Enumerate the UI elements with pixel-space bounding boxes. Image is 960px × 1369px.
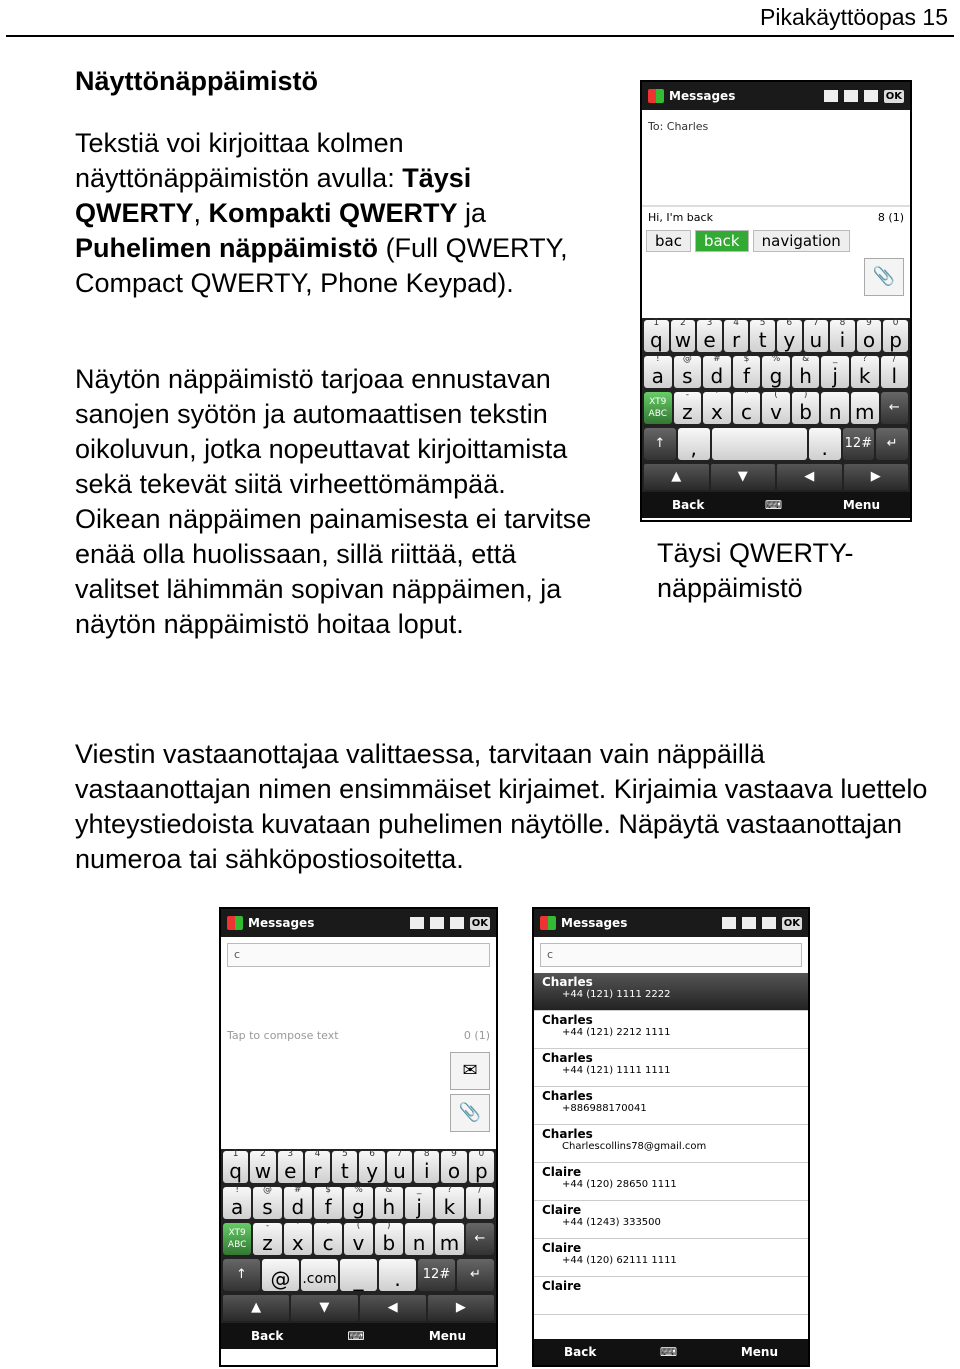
key-0[interactable] bbox=[674, 392, 702, 424]
key-secondary: @ bbox=[682, 354, 692, 364]
key-3[interactable] bbox=[724, 320, 749, 352]
signal-icon bbox=[410, 917, 424, 929]
arrow-left-icon[interactable]: ◀ bbox=[360, 1295, 426, 1321]
key-label: g bbox=[352, 1195, 365, 1219]
app-title: Messages bbox=[669, 89, 736, 103]
prediction-paragraph: Näytön näppäimistö tarjoaa ennustavan sanojen syötön ja automaattisen tekstin oikoluvun, jotka nopeuttavat kirjoittamista sekä tekevät siitä virheettömämpää. Oikean näppäimen painamisesta ei tarvitse enää olla huolissaan, sillä riittää, että valitset lähimmän sopivan näppäimen, ja näytön näppäimistö hoitaa loput. bbox=[75, 364, 592, 639]
key-6[interactable] bbox=[387, 1151, 412, 1183]
key-1[interactable] bbox=[253, 1187, 281, 1219]
arrow-row bbox=[221, 1293, 496, 1323]
period-key[interactable]: . bbox=[809, 428, 841, 460]
text: , bbox=[193, 198, 209, 228]
key-3[interactable] bbox=[344, 1223, 372, 1255]
key-label: v bbox=[352, 1231, 365, 1255]
period-key[interactable]: . bbox=[379, 1259, 416, 1291]
key-secondary: # bbox=[713, 354, 721, 364]
arrow-row bbox=[642, 462, 910, 492]
key-9[interactable] bbox=[883, 320, 908, 352]
key-label: i bbox=[423, 1159, 430, 1183]
key-label: b bbox=[799, 400, 812, 424]
text: ja bbox=[457, 198, 487, 228]
key-secondary: 2 bbox=[680, 318, 686, 328]
contact-name: Claire bbox=[542, 1279, 582, 1293]
key-label: l bbox=[891, 364, 898, 388]
key-4[interactable] bbox=[792, 392, 820, 424]
phone-screenshot-contacts bbox=[532, 907, 810, 1367]
comma-key[interactable]: , bbox=[678, 428, 710, 460]
key-1[interactable] bbox=[250, 1151, 275, 1183]
key-7[interactable] bbox=[851, 356, 879, 388]
key-2[interactable] bbox=[314, 1223, 342, 1255]
key-4[interactable] bbox=[344, 1187, 372, 1219]
key-4[interactable] bbox=[750, 320, 775, 352]
key-secondary: 8 bbox=[839, 318, 846, 328]
key-label: u bbox=[393, 1159, 406, 1183]
battery-icon bbox=[864, 90, 878, 102]
key-label: o bbox=[862, 328, 876, 352]
key-label: y bbox=[783, 328, 796, 352]
list-item[interactable] bbox=[534, 1011, 808, 1049]
key-secondary: 9 bbox=[866, 318, 872, 328]
list-item[interactable] bbox=[534, 1049, 808, 1087]
key-7[interactable] bbox=[830, 320, 855, 352]
menu-softkey[interactable]: Menu bbox=[842, 498, 880, 512]
list-item[interactable] bbox=[534, 973, 808, 1011]
soft-key-bar bbox=[534, 1339, 808, 1365]
key-secondary: 7 bbox=[396, 1149, 403, 1159]
key-secondary: _ bbox=[416, 1185, 422, 1195]
key-secondary: @ bbox=[262, 1185, 272, 1195]
key-label: f bbox=[324, 1195, 332, 1219]
key-3[interactable] bbox=[305, 1151, 330, 1183]
app-title: Messages bbox=[248, 916, 315, 930]
key-secondary: 5 bbox=[759, 318, 766, 328]
contact-name: Charles bbox=[542, 1051, 593, 1065]
text: Tekstiä voi kirjoittaa kolmen näyttönäppäimistön avulla: bbox=[75, 128, 404, 193]
key-label: f bbox=[742, 364, 750, 388]
key-4[interactable] bbox=[332, 1151, 357, 1183]
to-field[interactable]: To: Charles bbox=[642, 110, 910, 206]
send-icon[interactable]: ✉ bbox=[450, 1052, 490, 1090]
key-secondary: 4 bbox=[314, 1149, 321, 1159]
arrow-down-icon[interactable]: ▼ bbox=[711, 464, 776, 490]
key-secondary: 3 bbox=[287, 1149, 294, 1159]
key-label: j bbox=[832, 364, 838, 388]
key-label: t bbox=[340, 1159, 349, 1183]
section-title: Näyttönäppäimistö bbox=[75, 66, 319, 96]
key-label: q bbox=[229, 1159, 242, 1183]
key-secondary: & bbox=[802, 354, 810, 364]
text: (Full QWERTY, Compact QWERTY, Phone Keypad). bbox=[75, 233, 568, 298]
key-8[interactable] bbox=[881, 356, 909, 388]
contact-name: Charles bbox=[542, 1089, 593, 1103]
key-label: a bbox=[231, 1195, 244, 1219]
menu-softkey[interactable]: Menu bbox=[740, 1345, 778, 1359]
backspace-icon[interactable]: ← bbox=[466, 1223, 494, 1255]
key-secondary: ' bbox=[296, 1221, 300, 1231]
key-label: n bbox=[828, 400, 842, 424]
key-secondary: % bbox=[771, 354, 781, 364]
key-row bbox=[642, 354, 910, 390]
key-row bbox=[221, 1149, 496, 1185]
compose-placeholder: Tap to compose text bbox=[227, 1029, 339, 1042]
arrow-up-icon[interactable]: ▲ bbox=[644, 464, 709, 490]
key-0[interactable] bbox=[644, 320, 669, 352]
key-label: h bbox=[382, 1195, 396, 1219]
suggestion-item[interactable]: navigation bbox=[753, 230, 850, 252]
key-label: b bbox=[382, 1231, 396, 1255]
key-0[interactable] bbox=[253, 1223, 281, 1255]
xt9-key[interactable]: XT9 ABC bbox=[644, 392, 672, 424]
volume-icon bbox=[742, 917, 756, 929]
status-icons bbox=[410, 917, 490, 930]
status-bar bbox=[534, 909, 808, 937]
key-5[interactable] bbox=[777, 320, 802, 352]
key-8[interactable] bbox=[466, 1187, 494, 1219]
key-label: w bbox=[674, 328, 692, 352]
key-secondary: $ bbox=[743, 354, 750, 364]
keyboard-qwerty bbox=[642, 318, 910, 518]
key-label: v bbox=[770, 400, 782, 424]
at-key[interactable]: @ bbox=[262, 1259, 299, 1291]
key-label: i bbox=[839, 328, 846, 352]
char-count: 0 (1) bbox=[463, 1029, 490, 1042]
key-6[interactable] bbox=[804, 320, 829, 352]
key-label: w bbox=[254, 1159, 272, 1183]
key-3[interactable] bbox=[733, 356, 761, 388]
arrow-right-icon[interactable]: ▶ bbox=[428, 1295, 494, 1321]
key-secondary: 9 bbox=[451, 1149, 457, 1159]
battery-icon bbox=[450, 917, 464, 929]
key-5[interactable] bbox=[375, 1187, 403, 1219]
contact-number: +44 (120) 62111 1111 bbox=[562, 1255, 677, 1266]
ok-button[interactable]: OK bbox=[885, 90, 902, 102]
key-9[interactable] bbox=[469, 1151, 494, 1183]
key-label: h bbox=[799, 364, 812, 388]
shift-key[interactable]: ↑ bbox=[644, 428, 676, 460]
key-label: p bbox=[889, 328, 902, 352]
key-secondary: ! bbox=[655, 354, 660, 364]
key-label: r bbox=[731, 328, 741, 352]
suggestion-bar bbox=[642, 228, 910, 254]
key-label: s bbox=[682, 364, 693, 388]
soft-key-bar bbox=[221, 1323, 496, 1349]
paperclip-icon[interactable]: 📎 bbox=[450, 1094, 490, 1132]
recipient-input[interactable]: c bbox=[227, 943, 490, 967]
key-secondary: ( bbox=[774, 390, 778, 400]
spacer bbox=[221, 973, 496, 1023]
key-secondary: " bbox=[326, 1221, 331, 1231]
back-softkey[interactable]: Back bbox=[564, 1345, 597, 1359]
xt9-key[interactable]: XT9 ABC bbox=[223, 1223, 251, 1255]
key-1[interactable] bbox=[703, 392, 731, 424]
key-secondary: ) bbox=[803, 390, 808, 400]
key-6[interactable] bbox=[435, 1223, 463, 1255]
key-5[interactable] bbox=[792, 356, 820, 388]
key-5[interactable] bbox=[821, 392, 849, 424]
contact-name: Charles bbox=[542, 975, 593, 989]
windows-flag-icon bbox=[648, 89, 664, 103]
ok-button[interactable]: OK bbox=[471, 917, 488, 929]
status-bar bbox=[642, 82, 910, 110]
key-secondary: ? bbox=[862, 354, 868, 364]
key-6[interactable] bbox=[405, 1187, 433, 1219]
key-label: g bbox=[769, 364, 783, 388]
key-2[interactable] bbox=[703, 356, 731, 388]
soft-key-bar bbox=[642, 492, 910, 518]
intro-paragraph bbox=[75, 126, 575, 301]
contact-number: +44 (120) 28650 1111 bbox=[562, 1179, 677, 1190]
keyboard-icon[interactable]: ⌨ bbox=[347, 1329, 365, 1343]
key-secondary: # bbox=[294, 1185, 302, 1195]
bold-term: Täysi QWERTY bbox=[75, 163, 472, 228]
key-label: t bbox=[758, 328, 767, 352]
numeric-key[interactable]: 12# bbox=[418, 1259, 455, 1291]
menu-softkey[interactable]: Menu bbox=[428, 1329, 466, 1343]
signal-icon bbox=[722, 917, 736, 929]
key-8[interactable] bbox=[441, 1151, 466, 1183]
arrow-left-icon[interactable]: ◀ bbox=[777, 464, 842, 490]
key-label: z bbox=[262, 1231, 273, 1255]
key-secondary: / bbox=[478, 1185, 482, 1195]
contact-number: +44 (121) 1111 1111 bbox=[562, 1065, 671, 1076]
key-8[interactable] bbox=[857, 320, 882, 352]
enter-key[interactable]: ↵ bbox=[457, 1259, 494, 1291]
key-secondary: - bbox=[265, 1221, 270, 1231]
list-item[interactable] bbox=[534, 1239, 808, 1277]
key-0[interactable] bbox=[223, 1151, 248, 1183]
key-secondary: ) bbox=[387, 1221, 391, 1231]
key-secondary: 2 bbox=[260, 1149, 266, 1159]
numeric-key[interactable]: 12# bbox=[843, 428, 875, 460]
arrow-up-icon[interactable]: ▲ bbox=[223, 1295, 289, 1321]
status-icons bbox=[824, 90, 904, 103]
suggestion-item[interactable]: back bbox=[695, 230, 749, 252]
key-secondary: 7 bbox=[812, 318, 819, 328]
key-label: n bbox=[412, 1231, 426, 1255]
key-secondary: ' bbox=[715, 390, 719, 400]
key-secondary: & bbox=[385, 1185, 393, 1195]
key-label: x bbox=[710, 400, 723, 424]
key-1[interactable] bbox=[674, 356, 702, 388]
contact-number: +44 (121) 1111 2222 bbox=[562, 989, 671, 1000]
key-label: y bbox=[366, 1159, 379, 1183]
key-row bbox=[221, 1185, 496, 1221]
volume-icon bbox=[844, 90, 858, 102]
volume-icon bbox=[430, 917, 444, 929]
phone-screenshot-compose bbox=[219, 907, 498, 1367]
key-secondary: % bbox=[354, 1185, 363, 1195]
key-3[interactable] bbox=[762, 392, 790, 424]
key-secondary: 0 bbox=[478, 1149, 485, 1159]
key-secondary: 1 bbox=[653, 318, 660, 328]
key-row bbox=[221, 1257, 496, 1293]
battery-icon bbox=[762, 917, 776, 929]
key-secondary: 3 bbox=[706, 318, 713, 328]
contact-name: Claire bbox=[542, 1165, 582, 1179]
key-secondary: " bbox=[744, 390, 749, 400]
message-line bbox=[642, 206, 910, 228]
key-6[interactable] bbox=[851, 392, 879, 424]
contact-number: +44 (121) 2212 1111 bbox=[562, 1027, 671, 1038]
key-secondary: ( bbox=[356, 1221, 361, 1231]
recipient-paragraph: Viestin vastaanottajaa valittaessa, tarvitaan vain näppäillä vastaanottajan nimen ensimmäiset kirjaimet. Kirjaimia vastaava luettelo yhteystiedoista kuvataan puhelimen näytölle. Näpäytä vastaanottajan numeroa tai sähköpostiosoitetta. bbox=[75, 739, 928, 874]
ok-button[interactable]: OK bbox=[783, 917, 800, 929]
keyboard-icon[interactable]: ⌨ bbox=[659, 1345, 678, 1359]
key-label: o bbox=[447, 1159, 461, 1183]
key-label: l bbox=[477, 1195, 483, 1219]
key-secondary: 6 bbox=[369, 1149, 375, 1159]
windows-flag-icon bbox=[227, 916, 243, 930]
key-secondary: / bbox=[892, 354, 896, 364]
list-item[interactable] bbox=[534, 1163, 808, 1201]
key-row bbox=[642, 390, 910, 426]
key-label: c bbox=[740, 400, 752, 424]
key-label: j bbox=[416, 1195, 422, 1219]
key-1[interactable] bbox=[284, 1223, 312, 1255]
key-2[interactable] bbox=[733, 392, 761, 424]
paperclip-icon[interactable]: 📎 bbox=[864, 258, 904, 296]
key-5[interactable] bbox=[359, 1151, 384, 1183]
key-label: e bbox=[703, 328, 716, 352]
message-text: Hi, I'm back bbox=[648, 211, 713, 224]
compose-area[interactable] bbox=[221, 1023, 496, 1048]
key-label: d bbox=[710, 364, 724, 388]
phone-screenshot-qwerty bbox=[640, 80, 912, 522]
contact-number: +886988170041 bbox=[562, 1103, 647, 1114]
space-key[interactable] bbox=[712, 428, 807, 460]
figure-caption: Täysi QWERTY-näppäimistö bbox=[657, 538, 854, 603]
keyboard-icon[interactable]: ⌨ bbox=[764, 498, 783, 512]
key-secondary: 1 bbox=[232, 1149, 239, 1159]
key-row bbox=[221, 1221, 496, 1257]
enter-key[interactable]: ↵ bbox=[876, 428, 908, 460]
key-secondary: $ bbox=[325, 1185, 332, 1195]
key-secondary: - bbox=[685, 390, 689, 400]
key-2[interactable] bbox=[284, 1187, 312, 1219]
key-label: k bbox=[443, 1195, 456, 1219]
key-4[interactable] bbox=[762, 356, 790, 388]
key-label: u bbox=[809, 328, 823, 352]
contact-name: Claire bbox=[542, 1203, 582, 1217]
page-header bbox=[0, 0, 960, 40]
header-rule bbox=[6, 35, 954, 37]
key-secondary: ! bbox=[235, 1185, 239, 1195]
contact-name: Charles bbox=[542, 1127, 593, 1141]
list-item[interactable] bbox=[534, 1125, 808, 1163]
suggestion-item[interactable]: bac bbox=[646, 230, 691, 252]
arrow-right-icon[interactable]: ▶ bbox=[844, 464, 909, 490]
key-label: s bbox=[262, 1195, 273, 1219]
key-label: z bbox=[682, 400, 693, 424]
contact-list bbox=[534, 973, 808, 1315]
char-count: 8 (1) bbox=[877, 211, 904, 224]
key-secondary: ? bbox=[447, 1185, 452, 1195]
status-icons bbox=[722, 917, 802, 930]
contact-number: +44 (1243) 333500 bbox=[562, 1217, 661, 1228]
key-secondary: 8 bbox=[423, 1149, 430, 1159]
key-label: q bbox=[649, 328, 663, 352]
key-label: p bbox=[474, 1159, 488, 1183]
key-4[interactable] bbox=[375, 1223, 403, 1255]
underscore-key[interactable]: _ bbox=[340, 1259, 377, 1291]
contact-name: Charles bbox=[542, 1013, 593, 1027]
list-item[interactable] bbox=[534, 1201, 808, 1239]
key-0[interactable] bbox=[223, 1187, 251, 1219]
back-softkey[interactable]: Back bbox=[672, 498, 705, 512]
key-label: a bbox=[651, 364, 664, 388]
windows-flag-icon bbox=[540, 916, 556, 930]
page-title: Pikakäyttöopas 15 bbox=[760, 4, 948, 30]
dotcom-key[interactable]: .com bbox=[301, 1259, 338, 1291]
key-7[interactable] bbox=[435, 1187, 463, 1219]
key-2[interactable] bbox=[278, 1151, 303, 1183]
status-bar bbox=[221, 909, 496, 937]
key-secondary: 4 bbox=[733, 318, 739, 328]
bold-term: Puhelimen näppäimistö bbox=[75, 233, 379, 263]
arrow-down-icon[interactable]: ▼ bbox=[291, 1295, 357, 1321]
key-0[interactable] bbox=[644, 356, 672, 388]
key-row bbox=[642, 318, 910, 354]
key-label: m bbox=[439, 1231, 460, 1255]
key-2[interactable] bbox=[697, 320, 722, 352]
recipient-input[interactable]: c bbox=[540, 943, 802, 967]
key-6[interactable] bbox=[821, 356, 849, 388]
back-softkey[interactable]: Back bbox=[251, 1329, 284, 1343]
bold-term: Kompakti QWERTY bbox=[208, 198, 458, 228]
key-row bbox=[642, 426, 910, 462]
key-label: e bbox=[284, 1159, 297, 1183]
contact-number: Charlescollins78@gmail.com bbox=[562, 1141, 707, 1152]
shift-key[interactable]: ↑ bbox=[223, 1259, 260, 1291]
key-label: m bbox=[854, 400, 875, 424]
key-label: d bbox=[291, 1195, 305, 1219]
list-item[interactable] bbox=[534, 1277, 808, 1315]
key-label: k bbox=[858, 364, 871, 388]
key-1[interactable] bbox=[671, 320, 696, 352]
key-label: c bbox=[322, 1231, 334, 1255]
key-secondary: 5 bbox=[341, 1149, 348, 1159]
key-secondary: 6 bbox=[786, 318, 793, 328]
signal-icon bbox=[824, 90, 838, 102]
key-5[interactable] bbox=[405, 1223, 433, 1255]
list-item[interactable] bbox=[534, 1087, 808, 1125]
contact-name: Claire bbox=[542, 1241, 582, 1255]
backspace-icon[interactable]: ← bbox=[881, 392, 909, 424]
key-3[interactable] bbox=[314, 1187, 342, 1219]
key-label: x bbox=[291, 1231, 304, 1255]
key-7[interactable] bbox=[414, 1151, 439, 1183]
key-label: r bbox=[313, 1159, 322, 1183]
key-secondary: _ bbox=[832, 354, 838, 364]
keyboard-qwerty bbox=[221, 1149, 496, 1349]
app-title: Messages bbox=[561, 916, 628, 930]
key-secondary: 0 bbox=[892, 318, 899, 328]
